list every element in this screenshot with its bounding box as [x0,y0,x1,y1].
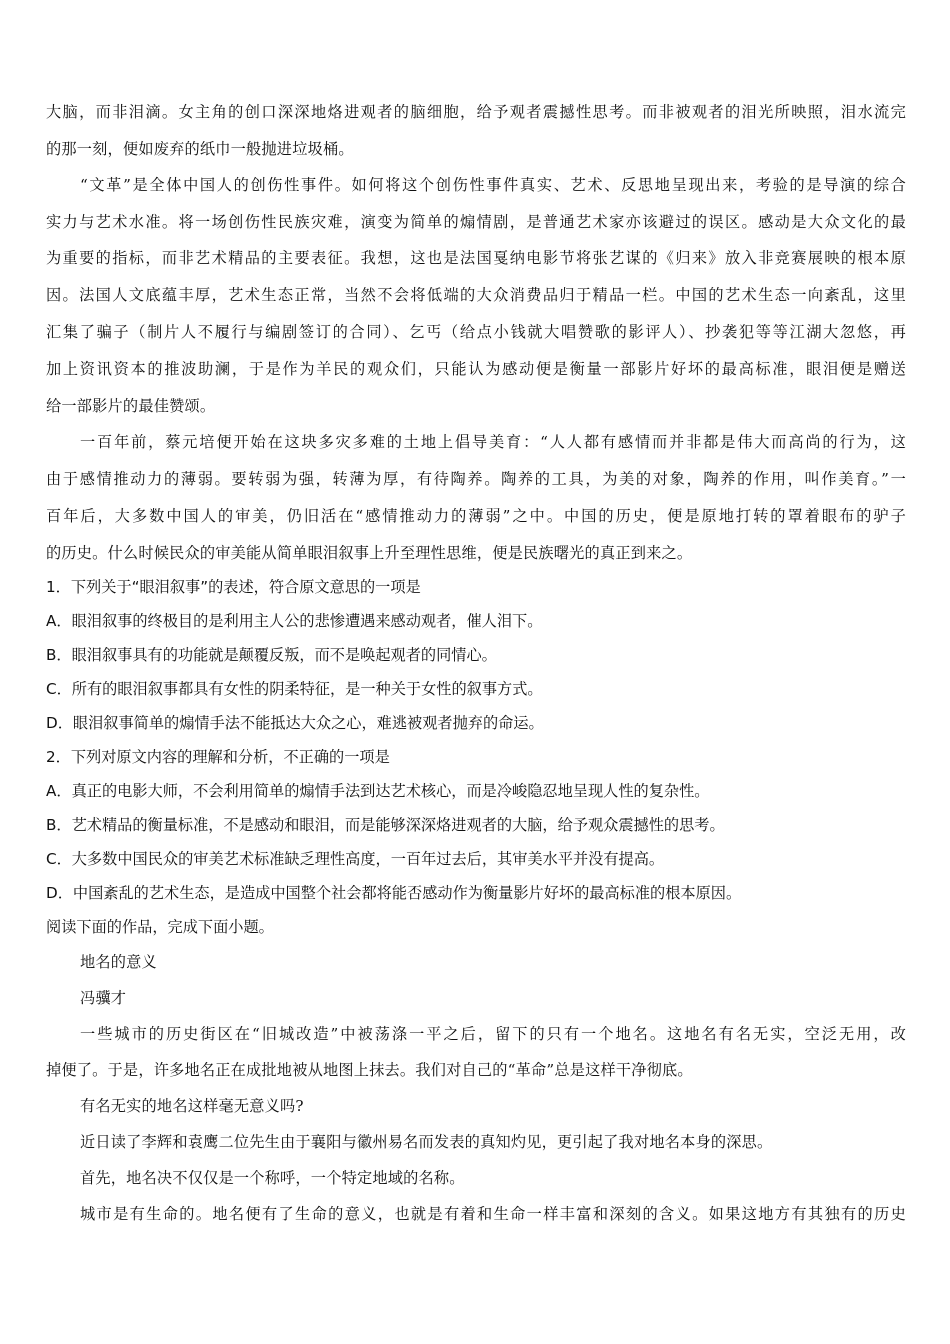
article-p3: 近日读了李辉和袁鹰二位先生由于襄阳与徽州易名而发表的真知灼见，更引起了我对地名本身的深思。 [80,1133,773,1151]
essay-p1-line-1: 大脑，而非泪滴。女主角的创口深深地烙进观者的脑细胞，给予观者震撼性思考。而非被观者的泪光所映照，泪水流完 [46,103,906,121]
article-p5: 城市是有生命的。地名便有了生命的意义，也就是有着和生命一样丰富和深刻的含义。如果这地方有其独有的历史 [80,1205,906,1223]
article-title: 地名的意义 [80,953,157,971]
essay-p2-line-2: 实力与艺术水准。将一场创伤性民族灾难，演变为简单的煽情剧，是普通艺术家亦该避过的误区。感动是大众文化的最 [46,213,906,231]
question-2-option-c: C．大多数中国民众的审美艺术标准缺乏理性高度，一百年过去后，其审美水平并没有提高。 [46,850,665,868]
essay-p2-line-3: 为重要的指标，而非艺术精品的主要表征。我想，这也是法国戛纳电影节将张艺谋的《归来》放入非竞赛展映的根本原 [46,249,906,267]
essay-p2-line-1: “文革”是全体中国人的创伤性事件。如何将这个创伤性事件真实、艺术、反思地呈现出来，考验的是导演的综合 [80,176,906,194]
essay-p3-line-3: 百年后，大多数中国人的审美，仍旧活在“感情推动力的薄弱”之中。中国的历史，便是原地打转的罩着眼布的驴子 [46,507,906,525]
article-p4: 首先，地名决不仅仅是一个称呼，一个特定地域的名称。 [80,1169,465,1187]
essay-p2-line-7: 给一部影片的最佳赞颂。 [46,397,216,415]
question-2-stem: 2．下列对原文内容的理解和分析，不正确的一项是 [46,748,390,766]
question-2-option-a: A．真正的电影大师，不会利用简单的煽情手法到达艺术核心，而是冷峻隐忍地呈现人性的复杂性。 [46,782,710,800]
article-p2: 有名无实的地名这样毫无意义吗? [80,1097,304,1115]
question-2-option-d: D．中国紊乱的艺术生态，是造成中国整个社会都将能否感动作为衡量影片好坏的最高标准的根本原因。 [46,884,742,902]
question-1-option-a: A．眼泪叙事的终极目的是利用主人公的悲惨遭遇来感动观者，催人泪下。 [46,612,543,630]
essay-p3-line-1: 一百年前，蔡元培便开始在这块多灾多难的土地上倡导美育：“人人都有感情而并非都是伟大而高尚的行为，这 [80,433,906,451]
article-p1-line-1: 一些城市的历史街区在“旧城改造”中被荡涤一平之后，留下的只有一个地名。这地名有名无实，空泛无用，改 [80,1025,906,1043]
article-author: 冯骥才 [80,989,127,1007]
section-instruction: 阅读下面的作品，完成下面小题。 [46,918,274,936]
essay-p3-line-4: 的历史。什么时候民众的审美能从简单眼泪叙事上升至理性思维，便是民族曙光的真正到来之。 [46,544,693,562]
question-1-option-d: D．眼泪叙事简单的煽情手法不能抵达大众之心，难逃被观者抛弃的命运。 [46,714,544,732]
article-p1-line-2: 掉便了。于是，许多地名正在成批地被从地图上抹去。我们对自己的“革命”总是这样干净彻底。 [46,1061,693,1079]
question-2-option-b: B．艺术精品的衡量标准，不是感动和眼泪，而是能够深深烙进观者的大脑，给予观众震撼性的思考。 [46,816,725,834]
essay-p1-line-2: 的那一刻，便如废弃的纸巾一般抛进垃圾桶。 [46,140,354,158]
essay-p2-line-6: 加上资讯资本的推波助澜，于是作为羊民的观众们，只能认为感动便是衡量一部影片好坏的最高标准，眼泪便是赠送 [46,360,906,378]
essay-p2-line-5: 汇集了骗子（制片人不履行与编剧签订的合同）、乞丐（给点小钱就大唱赞歌的影评人）、抄袭犯等等江湖大忽悠，再 [46,323,906,341]
essay-p2-line-4: 因。法国人文底蕴丰厚，艺术生态正常，当然不会将低端的大众消费品归于精品一栏。中国的艺术生态一向紊乱，这里 [46,286,906,304]
essay-p3-line-2: 由于感情推动力的薄弱。要转弱为强，转薄为厚，有待陶养。陶养的工具，为美的对象，陶养的作用，叫作美育。”一 [46,470,906,488]
question-1-option-c: C．所有的眼泪叙事都具有女性的阴柔特征，是一种关于女性的叙事方式。 [46,680,543,698]
question-1-option-b: B．眼泪叙事具有的功能就是颠覆反叛，而不是唤起观者的同情心。 [46,646,497,664]
question-1-stem: 1．下列关于“眼泪叙事”的表述，符合原文意思的一项是 [46,578,421,596]
